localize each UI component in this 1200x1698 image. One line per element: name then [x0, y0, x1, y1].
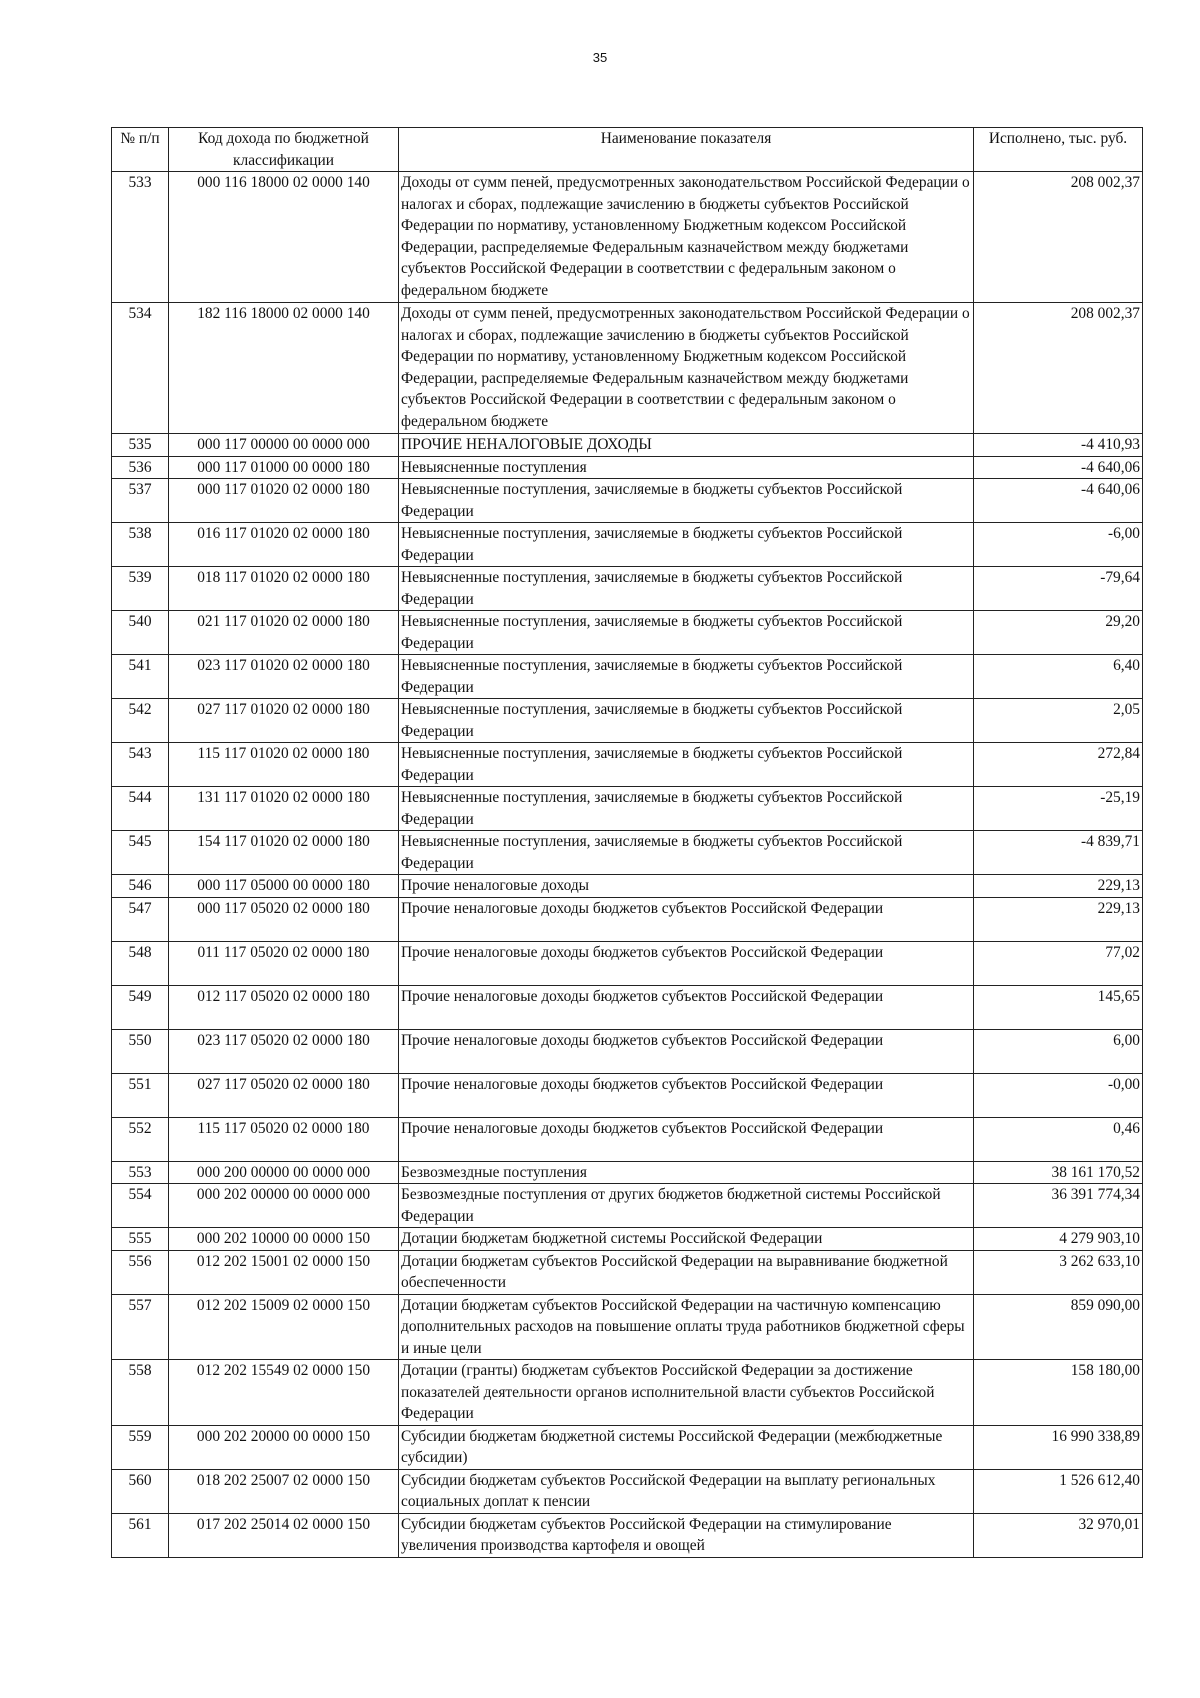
- row-number: 547: [112, 897, 169, 941]
- row-number: 553: [112, 1161, 169, 1184]
- row-value: 229,13: [974, 875, 1143, 898]
- row-code: 012 117 05020 02 0000 180: [169, 985, 399, 1029]
- table-row: [112, 787, 1143, 831]
- row-code: 018 202 25007 02 0000 150: [169, 1469, 399, 1513]
- row-name: Прочие неналоговые доходы бюджетов субъектов Российской Федерации: [399, 1073, 974, 1117]
- row-name: ПРОЧИЕ НЕНАЛОГОВЫЕ ДОХОДЫ: [399, 434, 974, 457]
- row-number: 560: [112, 1469, 169, 1513]
- row-code: 023 117 05020 02 0000 180: [169, 1029, 399, 1073]
- table-row: [112, 456, 1143, 479]
- table-header-row: [112, 128, 1143, 172]
- row-value: -79,64: [974, 567, 1143, 611]
- table-row: [112, 1294, 1143, 1360]
- row-value: 36 391 774,34: [974, 1184, 1143, 1228]
- row-name: Доходы от сумм пеней, предусмотренных законодательством Российской Федерации о налогах и сборах, подлежащие зачислению в бюджеты субъектов Российской Федерации по нормативу, установленному Бюджетным кодексом Российской Федерации, распределяемые Федеральным казначейством между бюджетами субъектов Российской Федерации в соответствии с федеральным законом о федеральном бюджете: [399, 172, 974, 303]
- row-value: 0,46: [974, 1117, 1143, 1161]
- row-number: 559: [112, 1425, 169, 1469]
- header-num: № п/п: [112, 128, 169, 172]
- row-value: -25,19: [974, 787, 1143, 831]
- table-row: [112, 1513, 1143, 1557]
- row-value: 272,84: [974, 743, 1143, 787]
- row-number: 537: [112, 479, 169, 523]
- row-code: 115 117 05020 02 0000 180: [169, 1117, 399, 1161]
- row-number: 557: [112, 1294, 169, 1360]
- row-code: 027 117 05020 02 0000 180: [169, 1073, 399, 1117]
- row-code: 000 117 01000 00 0000 180: [169, 456, 399, 479]
- row-value: 77,02: [974, 941, 1143, 985]
- row-code: 182 116 18000 02 0000 140: [169, 303, 399, 434]
- row-value: -4 640,06: [974, 456, 1143, 479]
- table-row: [112, 699, 1143, 743]
- table-body: [112, 172, 1143, 1558]
- row-name: Невыясненные поступления, зачисляемые в бюджеты субъектов Российской Федерации: [399, 611, 974, 655]
- row-name: Невыясненные поступления, зачисляемые в бюджеты субъектов Российской Федерации: [399, 479, 974, 523]
- row-code: 115 117 01020 02 0000 180: [169, 743, 399, 787]
- table-row: [112, 434, 1143, 457]
- row-name: Дотации бюджетам субъектов Российской Федерации на выравнивание бюджетной обеспеченности: [399, 1250, 974, 1294]
- table-row: [112, 897, 1143, 941]
- row-name: Дотации бюджетам бюджетной системы Российской Федерации: [399, 1228, 974, 1251]
- row-name: Невыясненные поступления: [399, 456, 974, 479]
- row-name: Прочие неналоговые доходы бюджетов субъектов Российской Федерации: [399, 1117, 974, 1161]
- row-code: 131 117 01020 02 0000 180: [169, 787, 399, 831]
- row-code: 027 117 01020 02 0000 180: [169, 699, 399, 743]
- row-value: 1 526 612,40: [974, 1469, 1143, 1513]
- row-number: 534: [112, 303, 169, 434]
- table-row: [112, 303, 1143, 434]
- table-row: [112, 1117, 1143, 1161]
- row-number: 539: [112, 567, 169, 611]
- row-name: Невыясненные поступления, зачисляемые в бюджеты субъектов Российской Федерации: [399, 743, 974, 787]
- row-name: Прочие неналоговые доходы бюджетов субъектов Российской Федерации: [399, 897, 974, 941]
- row-name: Прочие неналоговые доходы бюджетов субъектов Российской Федерации: [399, 985, 974, 1029]
- table-row: [112, 479, 1143, 523]
- row-number: 544: [112, 787, 169, 831]
- table-row: [112, 611, 1143, 655]
- row-code: 000 116 18000 02 0000 140: [169, 172, 399, 303]
- row-number: 561: [112, 1513, 169, 1557]
- row-name: Невыясненные поступления, зачисляемые в бюджеты субъектов Российской Федерации: [399, 699, 974, 743]
- row-code: 000 117 05020 02 0000 180: [169, 897, 399, 941]
- row-code: 000 200 00000 00 0000 000: [169, 1161, 399, 1184]
- row-number: 546: [112, 875, 169, 898]
- row-number: 545: [112, 831, 169, 875]
- table-row: [112, 1073, 1143, 1117]
- row-code: 154 117 01020 02 0000 180: [169, 831, 399, 875]
- row-number: 538: [112, 523, 169, 567]
- row-number: 541: [112, 655, 169, 699]
- row-code: 023 117 01020 02 0000 180: [169, 655, 399, 699]
- row-code: 000 117 05000 00 0000 180: [169, 875, 399, 898]
- row-number: 540: [112, 611, 169, 655]
- row-name: Дотации бюджетам субъектов Российской Федерации на частичную компенсацию дополнительных расходов на повышение оплаты труда работников бюджетной сферы и иные цели: [399, 1294, 974, 1360]
- row-value: 6,40: [974, 655, 1143, 699]
- row-code: 017 202 25014 02 0000 150: [169, 1513, 399, 1557]
- table-row: [112, 985, 1143, 1029]
- row-value: 158 180,00: [974, 1360, 1143, 1426]
- row-code: 000 202 00000 00 0000 000: [169, 1184, 399, 1228]
- table-row: [112, 941, 1143, 985]
- row-name: Прочие неналоговые доходы бюджетов субъектов Российской Федерации: [399, 941, 974, 985]
- row-value: -6,00: [974, 523, 1143, 567]
- row-number: 551: [112, 1073, 169, 1117]
- row-code: 018 117 01020 02 0000 180: [169, 567, 399, 611]
- row-value: -0,00: [974, 1073, 1143, 1117]
- row-number: 550: [112, 1029, 169, 1073]
- table-row: [112, 172, 1143, 303]
- row-name: Невыясненные поступления, зачисляемые в бюджеты субъектов Российской Федерации: [399, 567, 974, 611]
- row-code: 000 202 20000 00 0000 150: [169, 1425, 399, 1469]
- row-number: 548: [112, 941, 169, 985]
- row-code: 000 202 10000 00 0000 150: [169, 1228, 399, 1251]
- table-row: [112, 1228, 1143, 1251]
- page-number: 35: [592, 50, 608, 65]
- table-row: [112, 1250, 1143, 1294]
- row-code: 021 117 01020 02 0000 180: [169, 611, 399, 655]
- table-row: [112, 523, 1143, 567]
- row-name: Субсидии бюджетам бюджетной системы Российской Федерации (межбюджетные субсидии): [399, 1425, 974, 1469]
- row-value: 6,00: [974, 1029, 1143, 1073]
- row-name: Дотации (гранты) бюджетам субъектов Российской Федерации за достижение показателей деятельности органов исполнительной власти субъектов Российской Федерации: [399, 1360, 974, 1426]
- row-code: 000 117 01020 02 0000 180: [169, 479, 399, 523]
- row-number: 552: [112, 1117, 169, 1161]
- row-value: 2,05: [974, 699, 1143, 743]
- row-code: 012 202 15001 02 0000 150: [169, 1250, 399, 1294]
- header-value: Исполнено, тыс. руб.: [974, 128, 1143, 172]
- row-value: 38 161 170,52: [974, 1161, 1143, 1184]
- row-number: 543: [112, 743, 169, 787]
- row-value: 208 002,37: [974, 303, 1143, 434]
- row-number: 555: [112, 1228, 169, 1251]
- table-row: [112, 1184, 1143, 1228]
- row-number: 558: [112, 1360, 169, 1426]
- row-value: 859 090,00: [974, 1294, 1143, 1360]
- row-number: 533: [112, 172, 169, 303]
- row-code: 011 117 05020 02 0000 180: [169, 941, 399, 985]
- table-row: [112, 743, 1143, 787]
- row-code: 012 202 15549 02 0000 150: [169, 1360, 399, 1426]
- row-code: 016 117 01020 02 0000 180: [169, 523, 399, 567]
- row-name: Безвозмездные поступления от других бюджетов бюджетной системы Российской Федерации: [399, 1184, 974, 1228]
- row-value: 29,20: [974, 611, 1143, 655]
- table-row: [112, 875, 1143, 898]
- row-value: 16 990 338,89: [974, 1425, 1143, 1469]
- table-row: [112, 655, 1143, 699]
- row-name: Невыясненные поступления, зачисляемые в бюджеты субъектов Российской Федерации: [399, 787, 974, 831]
- row-name: Прочие неналоговые доходы: [399, 875, 974, 898]
- table-row: [112, 567, 1143, 611]
- row-name: Субсидии бюджетам субъектов Российской Федерации на выплату региональных социальных доплат к пенсии: [399, 1469, 974, 1513]
- row-value: -4 640,06: [974, 479, 1143, 523]
- row-value: 229,13: [974, 897, 1143, 941]
- row-value: 32 970,01: [974, 1513, 1143, 1557]
- row-name: Субсидии бюджетам субъектов Российской Федерации на стимулирование увеличения производства картофеля и овощей: [399, 1513, 974, 1557]
- table-row: [112, 1029, 1143, 1073]
- table-row: [112, 1161, 1143, 1184]
- row-value: -4 410,93: [974, 434, 1143, 457]
- table-row: [112, 831, 1143, 875]
- row-value: -4 839,71: [974, 831, 1143, 875]
- row-number: 536: [112, 456, 169, 479]
- row-name: Невыясненные поступления, зачисляемые в бюджеты субъектов Российской Федерации: [399, 655, 974, 699]
- row-value: 208 002,37: [974, 172, 1143, 303]
- header-code: Код дохода по бюджетной классификации: [169, 128, 399, 172]
- row-number: 556: [112, 1250, 169, 1294]
- row-number: 549: [112, 985, 169, 1029]
- table-row: [112, 1360, 1143, 1426]
- table-row: [112, 1425, 1143, 1469]
- row-name: Безвозмездные поступления: [399, 1161, 974, 1184]
- row-name: Невыясненные поступления, зачисляемые в бюджеты субъектов Российской Федерации: [399, 523, 974, 567]
- row-value: 3 262 633,10: [974, 1250, 1143, 1294]
- row-code: 012 202 15009 02 0000 150: [169, 1294, 399, 1360]
- row-number: 535: [112, 434, 169, 457]
- row-value: 4 279 903,10: [974, 1228, 1143, 1251]
- row-name: Невыясненные поступления, зачисляемые в бюджеты субъектов Российской Федерации: [399, 831, 974, 875]
- revenue-table: [111, 127, 1143, 1558]
- row-number: 542: [112, 699, 169, 743]
- row-value: 145,65: [974, 985, 1143, 1029]
- header-name: Наименование показателя: [399, 128, 974, 172]
- row-name: Прочие неналоговые доходы бюджетов субъектов Российской Федерации: [399, 1029, 974, 1073]
- row-number: 554: [112, 1184, 169, 1228]
- row-name: Доходы от сумм пеней, предусмотренных законодательством Российской Федерации о налогах и сборах, подлежащие зачислению в бюджеты субъектов Российской Федерации по нормативу, установленному Бюджетным кодексом Российской Федерации, распределяемые Федеральным казначейством между бюджетами субъектов Российской Федерации в соответствии с федеральным законом о федеральном бюджете: [399, 303, 974, 434]
- table-row: [112, 1469, 1143, 1513]
- row-code: 000 117 00000 00 0000 000: [169, 434, 399, 457]
